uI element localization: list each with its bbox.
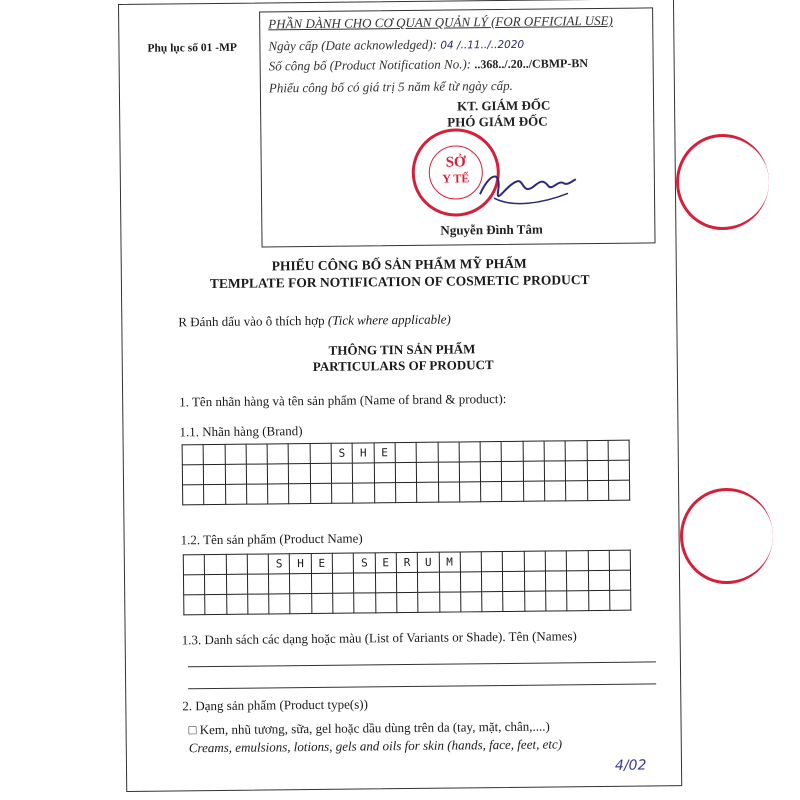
sign-role-2: PHÓ GIÁM ĐỐC xyxy=(447,113,548,130)
partial-seal-icon xyxy=(680,488,773,584)
title-english: TEMPLATE FOR NOTIFICATION OF COSMETIC PRODUCT xyxy=(209,272,590,292)
char-cell xyxy=(502,441,524,461)
char-cell xyxy=(609,550,631,570)
char-cell xyxy=(269,574,291,594)
char-cell xyxy=(226,554,248,574)
question-1-3: 1.3. Danh sách các dạng hoặc màu (List of Variants or Shade). Tên (Names) xyxy=(181,628,577,648)
char-cell xyxy=(353,483,375,503)
char-cell xyxy=(418,572,440,592)
char-cell xyxy=(247,554,269,574)
char-cell xyxy=(396,572,418,592)
char-cell xyxy=(225,444,247,464)
char-cell xyxy=(481,552,503,572)
char-cell xyxy=(331,463,353,483)
char-cell xyxy=(566,481,588,501)
char-cell xyxy=(395,462,417,482)
char-cell xyxy=(481,482,503,502)
char-cell: R xyxy=(396,552,418,572)
char-cell xyxy=(545,481,567,501)
number-row xyxy=(269,55,589,74)
char-cell xyxy=(608,460,630,480)
char-cell xyxy=(480,442,502,462)
char-cell xyxy=(567,551,589,571)
char-cell xyxy=(353,463,375,483)
tick-note xyxy=(178,312,451,331)
char-cell xyxy=(439,592,461,612)
char-cell xyxy=(182,465,204,485)
char-cell xyxy=(588,590,610,610)
official-use-box xyxy=(259,7,655,247)
char-cell xyxy=(482,591,504,611)
char-cell xyxy=(226,594,248,614)
char-cell xyxy=(460,572,482,592)
char-cell xyxy=(438,442,460,462)
char-cell xyxy=(333,593,355,613)
char-cell xyxy=(524,551,546,571)
char-cell xyxy=(609,570,631,590)
char-cell xyxy=(205,554,227,574)
char-cell xyxy=(503,571,525,591)
char-cell xyxy=(310,443,332,463)
char-cell: S xyxy=(354,553,376,573)
document-page xyxy=(118,0,682,792)
date-row xyxy=(268,36,524,55)
char-cell xyxy=(544,441,566,461)
char-cell xyxy=(183,575,205,595)
char-cell xyxy=(566,461,588,481)
char-cell xyxy=(482,572,504,592)
char-cell xyxy=(459,462,481,482)
char-cell xyxy=(546,571,568,591)
char-cell xyxy=(203,444,225,464)
char-cell xyxy=(397,592,419,612)
char-cell: S xyxy=(268,554,290,574)
char-cell: H xyxy=(290,554,312,574)
char-cell xyxy=(587,460,609,480)
char-cell xyxy=(461,592,483,612)
char-cell xyxy=(588,570,610,590)
char-cell xyxy=(226,574,248,594)
char-cell xyxy=(183,555,205,575)
char-cell xyxy=(246,444,268,464)
sign-role-1: KT. GIÁM ĐỐC xyxy=(457,97,551,114)
char-cell xyxy=(544,461,566,481)
section-title-en: PARTICULARS OF PRODUCT xyxy=(312,357,494,374)
char-cell xyxy=(545,551,567,571)
question-1-1: 1.1. Nhãn hàng (Brand) xyxy=(179,423,303,440)
char-cell xyxy=(523,481,545,501)
char-cell: E xyxy=(311,553,333,573)
char-cell xyxy=(354,573,376,593)
char-cell xyxy=(439,572,461,592)
char-cell xyxy=(502,461,524,481)
char-cell xyxy=(565,441,587,461)
char-cell xyxy=(290,594,312,614)
date-value: 04 /..11../..2020 xyxy=(440,38,525,52)
validity-note: Phiếu công bố có giá trị 5 năm kể từ ngày cấp. xyxy=(268,77,513,96)
char-cell xyxy=(311,593,333,613)
char-cell xyxy=(587,440,609,460)
char-cell xyxy=(416,442,438,462)
char-cell xyxy=(395,442,417,462)
tick-note-vi: R Đánh dấu vào ô thích hợp xyxy=(178,312,325,330)
char-cell xyxy=(204,464,226,484)
question-2: 2. Dạng sản phẩm (Product type(s)) xyxy=(182,696,368,714)
char-cell xyxy=(417,482,439,502)
char-cell xyxy=(205,594,227,614)
partial-seal-icon xyxy=(676,134,769,230)
char-cell xyxy=(608,440,630,460)
char-cell: M xyxy=(439,552,461,572)
title-vietnamese: PHIẾU CÔNG BỐ SẢN PHẨM MỸ PHẨM xyxy=(271,255,527,274)
char-cell: E xyxy=(375,553,397,573)
char-cell xyxy=(459,482,481,502)
char-cell xyxy=(503,591,525,611)
answer-line xyxy=(188,683,656,689)
char-cell xyxy=(332,483,354,503)
char-cell xyxy=(567,571,589,591)
char-cell xyxy=(417,462,439,482)
char-cell xyxy=(524,571,546,591)
section-title-vi: THÔNG TIN SẢN PHẨM xyxy=(328,341,476,358)
char-cell xyxy=(246,484,268,504)
signature-image xyxy=(472,163,582,212)
char-cell xyxy=(332,553,354,573)
product-name-grid xyxy=(183,550,632,616)
char-cell xyxy=(480,462,502,482)
char-cell xyxy=(182,445,204,465)
char-cell xyxy=(205,574,227,594)
char-cell xyxy=(438,482,460,502)
char-cell xyxy=(608,480,630,500)
char-cell xyxy=(418,592,440,612)
handwritten-page-note: 4/02 xyxy=(614,757,647,774)
char-cell xyxy=(460,552,482,572)
char-cell xyxy=(354,593,376,613)
char-cell xyxy=(502,481,524,501)
char-cell xyxy=(523,441,545,461)
char-cell xyxy=(333,573,355,593)
char-cell xyxy=(524,591,546,611)
char-cell xyxy=(183,485,205,505)
char-cell xyxy=(289,464,311,484)
tick-note-en: (Tick where applicable) xyxy=(327,311,451,328)
number-label: Số công bố (Product Notification No.): xyxy=(268,56,472,74)
signer-name: Nguyễn Đình Tâm xyxy=(440,221,543,238)
product-row-empty xyxy=(184,590,631,615)
char-cell xyxy=(375,593,397,613)
char-cell xyxy=(546,591,568,611)
char-cell xyxy=(503,551,525,571)
char-cell xyxy=(375,573,397,593)
char-cell xyxy=(267,444,289,464)
char-cell xyxy=(610,590,632,610)
char-cell xyxy=(269,594,291,614)
char-cell xyxy=(567,591,589,611)
char-cell xyxy=(268,464,290,484)
char-cell xyxy=(310,483,332,503)
seal-line-2: Y TẾ xyxy=(442,171,470,186)
option-creams-vi[interactable]: □ Kem, nhũ tương, sữa, gel hoặc dầu dùng trên da (tay, mặt, chân,....) xyxy=(188,718,550,738)
char-cell: U xyxy=(418,552,440,572)
char-cell: S xyxy=(331,443,353,463)
char-cell xyxy=(184,595,206,615)
char-cell xyxy=(246,464,268,484)
seal-line-1: SỞ xyxy=(445,154,466,171)
char-cell xyxy=(268,484,290,504)
brand-row-empty xyxy=(183,480,630,505)
char-cell xyxy=(438,462,460,482)
char-cell xyxy=(588,550,610,570)
number-value: ..368../.20../CBMP-BN xyxy=(474,56,589,72)
char-cell xyxy=(395,482,417,502)
answer-line xyxy=(188,661,656,667)
char-cell xyxy=(204,484,226,504)
char-cell: H xyxy=(352,443,374,463)
char-cell xyxy=(311,573,333,593)
char-cell xyxy=(374,463,396,483)
char-cell xyxy=(290,574,312,594)
annex-label: Phụ lục số 01 -MP xyxy=(147,41,237,55)
char-cell xyxy=(248,594,270,614)
char-cell xyxy=(523,461,545,481)
char-cell xyxy=(310,463,332,483)
official-header: PHẦN DÀNH CHO CƠ QUAN QUẢN LÝ (FOR OFFICIAL USE) xyxy=(268,12,613,32)
char-cell xyxy=(459,442,481,462)
char-cell xyxy=(587,480,609,500)
char-cell xyxy=(289,484,311,504)
char-cell xyxy=(374,483,396,503)
question-1: 1. Tên nhãn hàng và tên sản phẩm (Name of brand & product): xyxy=(179,390,507,410)
option-creams-en: Creams, emulsions, lotions, gels and oils for skin (hands, face, feet, etc) xyxy=(188,736,563,756)
question-1-2: 1.2. Tên sản phẩm (Product Name) xyxy=(180,530,363,548)
char-cell xyxy=(289,444,311,464)
char-cell xyxy=(247,574,269,594)
brand-grid xyxy=(182,440,631,506)
char-cell xyxy=(225,484,247,504)
char-cell: E xyxy=(374,443,396,463)
date-label: Ngày cấp (Date acknowledged): xyxy=(268,36,438,54)
char-cell xyxy=(225,464,247,484)
